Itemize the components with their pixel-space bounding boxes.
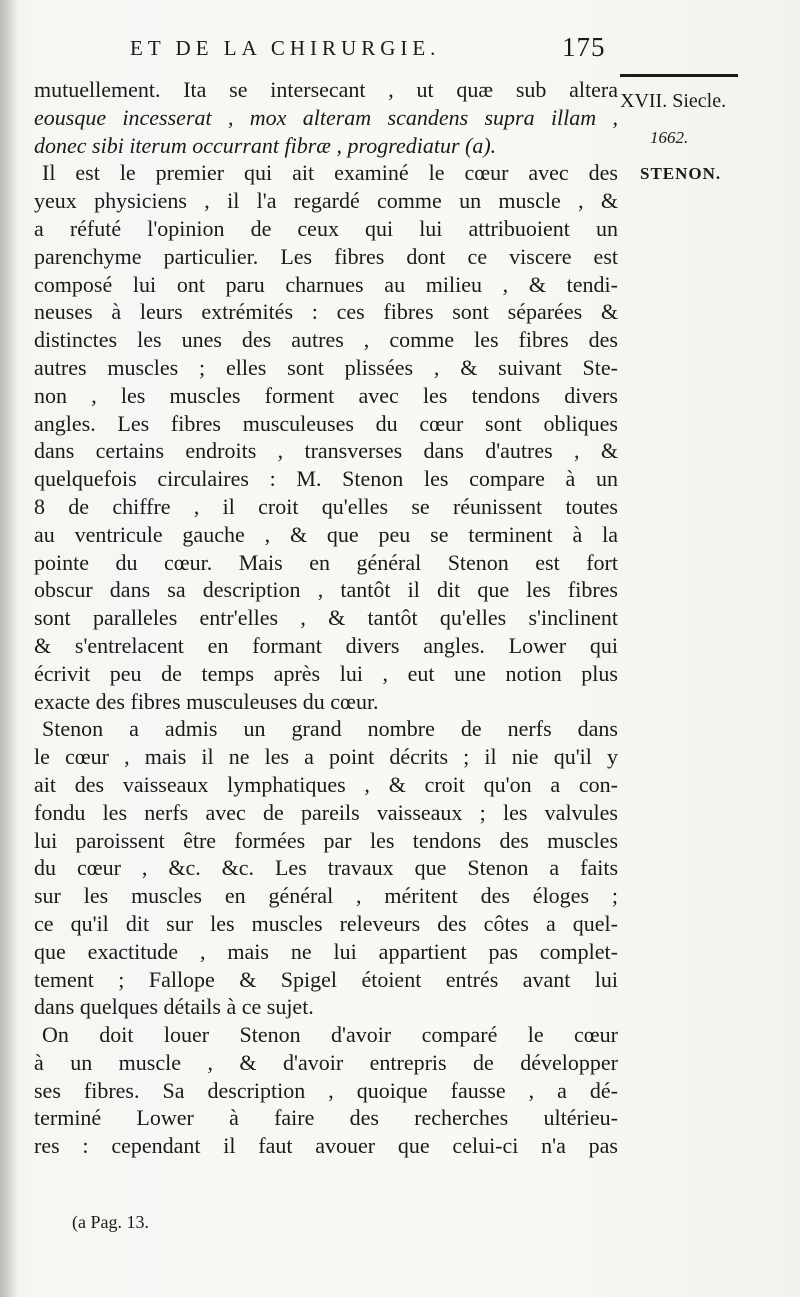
text-line: écrivit peu de temps après lui , eut une notion plus (34, 660, 618, 686)
running-head: ET DE LA CHIRURGIE. (130, 36, 441, 60)
text-line: parenchyme particulier. Les fibres dont ce viscere est (34, 243, 618, 269)
text-line: res : cependant il faut avouer que celui-ci n'a pas (34, 1133, 618, 1159)
text-line: fondu les nerfs avec de pareils vaisseaux ; les valvules (34, 799, 618, 825)
text-line: tement ; Fallope & Spigel étoient entrés avant lui (34, 966, 618, 992)
text-line: 8 de chiffre , il croit qu'elles se réunissent toutes (34, 493, 618, 519)
text-line: à un muscle , & d'avoir entrepris de développer (34, 1049, 618, 1075)
text-line: du cœur , &c. &c. Les travaux que Stenon a faits (34, 855, 618, 881)
text-line: autres muscles ; elles sont plissées , & suivant Ste- (34, 354, 618, 380)
text-line: sont paralleles entr'elles , & tantôt qu'elles s'inclinent (34, 605, 618, 631)
text-line: obscur dans sa description , tantôt il dit que les fibres (34, 577, 618, 603)
paragraph-1 (34, 159, 618, 715)
body-text (34, 76, 618, 1160)
text-line: donec sibi iterum occurrant fibræ , progrediatur (a). (34, 132, 497, 158)
margin-note-year: 1662. (650, 128, 689, 147)
text-line: non , les muscles forment avec les tendons divers (34, 382, 618, 408)
text-line: pointe du cœur. Mais en général Stenon est fort (34, 549, 618, 575)
text-line: On doit louer Stenon d'avoir comparé le cœur (42, 1022, 618, 1048)
text-line: dans quelques détails à ce sujet. (34, 994, 314, 1020)
margin-note-name: STENON. (640, 164, 722, 183)
text-line: Il est le premier qui ait examiné le cœur avec des (42, 160, 618, 186)
margin-rule (620, 74, 738, 77)
text-line: dans certains endroits , transverses dans d'autres , & (34, 438, 618, 464)
text-line: sur les muscles en général , méritent des éloges ; (34, 883, 618, 909)
text-line: que exactitude , mais ne lui appartient pas complet- (34, 938, 618, 964)
paragraph-2 (34, 715, 618, 1021)
paragraph-3 (34, 1021, 618, 1160)
text-line: yeux physiciens , il l'a regardé comme un muscle , & (34, 188, 618, 214)
text-line: angles. Les fibres musculeuses du cœur sont obliques (34, 410, 618, 436)
text-line: & s'entrelacent en formant divers angles. Lower qui (34, 632, 618, 658)
footnote: (a Pag. 13. (72, 1212, 149, 1232)
text-line: ce qu'il dit sur les muscles releveurs des côtes a quel- (34, 910, 618, 936)
text-line: exacte des fibres musculeuses du cœur. (34, 688, 379, 714)
paragraph-0 (34, 76, 618, 159)
text-line: terminé Lower à faire des recherches ultérieu- (34, 1105, 618, 1131)
text-line: lui paroissent être formées par les tendons des muscles (34, 827, 618, 853)
text-line: distinctes les unes des autres , comme les fibres des (34, 327, 618, 353)
page-number: 175 (562, 32, 606, 62)
margin-note-century: XVII. Siecle. (620, 90, 727, 112)
text-line: quelquefois circulaires : M. Stenon les compare à un (34, 466, 618, 492)
text-line: Stenon a admis un grand nombre de nerfs dans (42, 716, 618, 742)
text-line: composé lui ont paru charnues au milieu , & tendi- (34, 271, 618, 297)
text-line: mutuellement. Ita se intersecant , ut quæ sub altera (34, 77, 618, 102)
text-line: a réfuté l'opinion de ceux qui lui attribuoient un (34, 215, 618, 241)
text-line: le cœur , mais il ne les a point décrits ; il nie qu'il y (34, 744, 618, 770)
text-line: au ventricule gauche , & que peu se terminent à la (34, 521, 618, 547)
text-line: neuses à leurs extrémités : ces fibres sont séparées & (34, 299, 618, 325)
text-line: ait des vaisseaux lymphatiques , & croit qu'on a con- (34, 771, 618, 797)
gutter-shadow (0, 0, 18, 1297)
text-line: ses fibres. Sa description , quoique fausse , a dé- (34, 1077, 618, 1103)
text-line: eousque incesserat , mox alteram scandens supra illam , (34, 104, 618, 130)
